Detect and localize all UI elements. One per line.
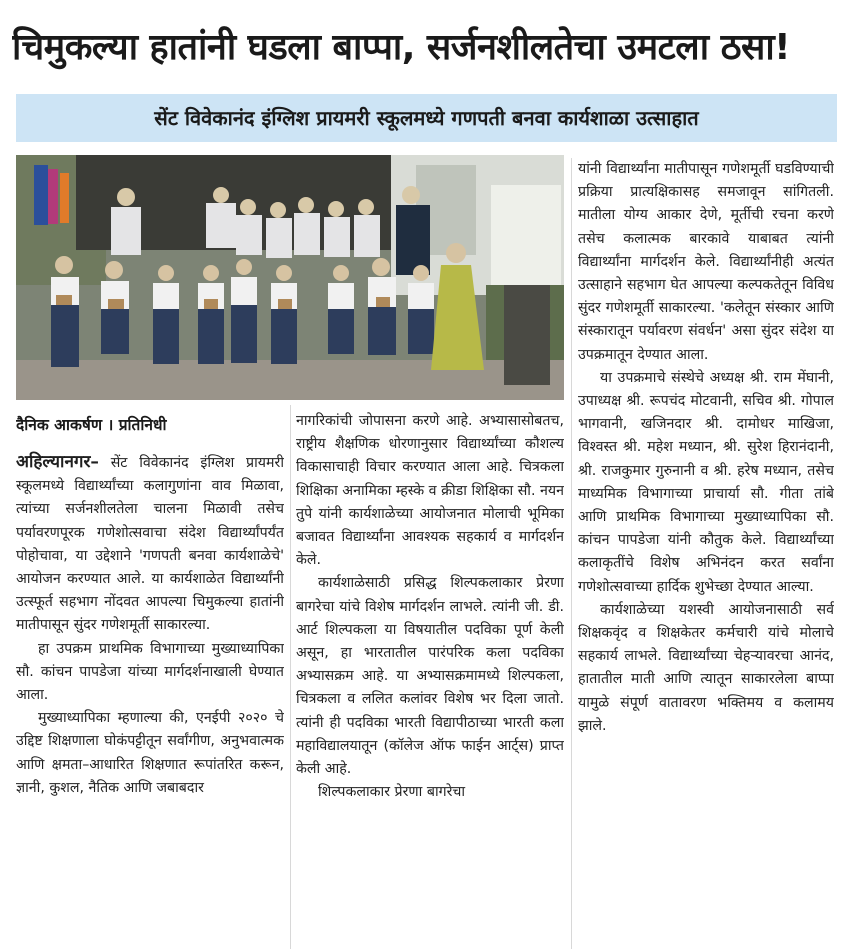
column-divider — [290, 405, 291, 949]
article-column-3 — [578, 158, 834, 949]
headline: चिमुकल्या हातांनी घडला बाप्पा, सर्जनशीलतेचा उमटला ठसा! — [12, 27, 791, 68]
article-column-1 — [16, 405, 284, 949]
paragraph: कार्यशाळेसाठी प्रसिद्ध शिल्पकलाकार प्रेरणा बागरेचा यांचे विशेष मार्गदर्शन लाभले. त्यांनी जी. डी. आर्ट शिल्पकला या विषयातील पदविका पूर्ण केली असून, हा भारतातील पारंपरिक कला पदविका अभ्यासक्रम आहे. या अभ्यासक्रमामध्ये शिल्पकला, चित्रकला व ललित कलांवर विशेष भर दिला जातो. त्यांनी ही पदविका भारती विद्यापीठाच्या भारती कला महाविद्यालयातून (कॉलेज ऑफ फाईन आर्ट्स) प्राप्त केली आहे. — [296, 575, 564, 778]
paragraph: यांनी विद्यार्थ्यांना मातीपासून गणेशमूर्ती घडविण्याची प्रक्रिया प्रात्यक्षिकासह समजावून सांगितली. मातीला योग्य आकार देणे, मूर्तीची रचना करणे तसेच कलात्मक बारकावे याबाबत त्यांनी विद्यार्थ्यांना मार्गदर्शन केले. विद्यार्थ्यांनीही अत्यंत उत्साहाने सहभाग घेत आपल्या कल्पकतेतून विविध सुंदर गणेशमूर्ती साकारल्या. 'कलेतून संस्कार आणि संस्कारातून पर्यावरण संवर्धन' असा सुंदर संदेश या उपक्रमातून देण्यात आला. — [578, 161, 834, 363]
paragraph: शिल्पकलाकार प्रेरणा बागरेचा — [318, 784, 466, 801]
column-divider — [571, 158, 572, 949]
dateline: अहिल्यानगर– — [16, 452, 99, 472]
photo-students-with-ganesh-idols — [16, 155, 564, 400]
paragraph: हा उपक्रम प्राथमिक विभागाच्या मुख्याध्यापिका सौ. कांचन पापडेजा यांच्या मार्गदर्शनाखाली घेण्यात आला. — [16, 640, 284, 704]
article-column-2 — [296, 410, 564, 949]
paragraph-text: सेंट विवेकानंद इंग्लिश प्रायमरी स्कूलमध्ये विद्यार्थ्यांच्या कलागुणांना वाव मिळावा, त्यांच्या सर्जनशीलतेला चालना मिळावी तसेच पर्यावरणपूरक गणेशोत्सवाचा संदेश विद्यार्थ्यांपर्यंत पोहोचावा, या उद्देशाने 'गणपती बनवा कार्यशाळेचे' आयोजन करण्यात आले. या कार्यशाळेत विद्यार्थ्यांनी उत्स्फूर्त सहभाग नोंदवत आपल्या चिमुकल्या हातांनी मातीपासून सुंदर गणेशमूर्ती साकारल्या. — [16, 455, 284, 634]
paragraph: या उपक्रमाचे संस्थेचे अध्यक्ष श्री. राम मेंघानी, उपाध्यक्ष श्री. रूपचंद मोटवानी, सचिव श्री. गोपाल भागवानी, खजिनदार श्री. दामोधर माखिजा, विश्वस्त श्री. महेश मध्यान, श्री. सुरेश हिरानंदानी, श्री. राजकुमार गुरुनानी व श्री. हरेष मध्यान, तसेच माध्यमिक विभागाच्या प्राचार्या सौ. गीता तांबे आणि प्राथमिक विभागाच्या मुख्याध्यापिका सौ. कांचन पापडेजा यांनी कौतुक केले. विद्यार्थ्यांच्या कलाकृतींचे विशेष अभिनंदन करत सर्वांना गणेशोत्सवाच्या हार्दिक शुभेच्छा देण्यात आल्या. — [578, 369, 834, 595]
paragraph: नागरिकांची जोपासना करणे आहे. अभ्यासासोबतच, राष्ट्रीय शैक्षणिक धोरणानुसार विद्यार्थ्यांच्या कौशल्य विकासाचाही विचार करण्यात आला आहे. चित्रकला शिक्षिका अनामिका म्हस्के व क्रीडा शिक्षिका सौ. नयन तुपे यांनी कार्यशाळेच्या आयोजनात मोलाची भूमिका बजावत विद्यार्थ्यांना आवश्यक सहकार्य व मार्गदर्शन केले. — [296, 413, 564, 569]
paragraph: मुख्याध्यापिका म्हणाल्या की, एनईपी २०२० चे उद्दिष्ट शिक्षणाला घोकंपट्टीतून सर्वांगीण, अनुभवात्मक आणि क्षमता–आधारित शिक्षणात रूपांतरित करून, ज्ञानी, कुशल, नैतिक आणि जबाबदार — [16, 710, 284, 796]
byline: दैनिक आकर्षण । प्रतिनिधी — [16, 416, 167, 434]
paragraph — [16, 451, 284, 638]
article-photo — [16, 155, 564, 400]
paragraph: कार्यशाळेच्या यशस्वी आयोजनासाठी सर्व शिक्षकवृंद व शिक्षकेतर कर्मचारी यांचे मोलाचे सहकार्य लाभले. विद्यार्थ्यांच्या चेहऱ्यावरचा आनंद, हातातील माती आणि त्यातून साकारलेला बाप्पा यामुळे संपूर्ण वातावरण भक्तिमय व कलामय झाले. — [578, 601, 834, 734]
subheadline-banner: सेंट विवेकानंद इंग्लिश प्रायमरी स्कूलमध्ये गणपती बनवा कार्यशाळा उत्साहात — [16, 94, 837, 142]
